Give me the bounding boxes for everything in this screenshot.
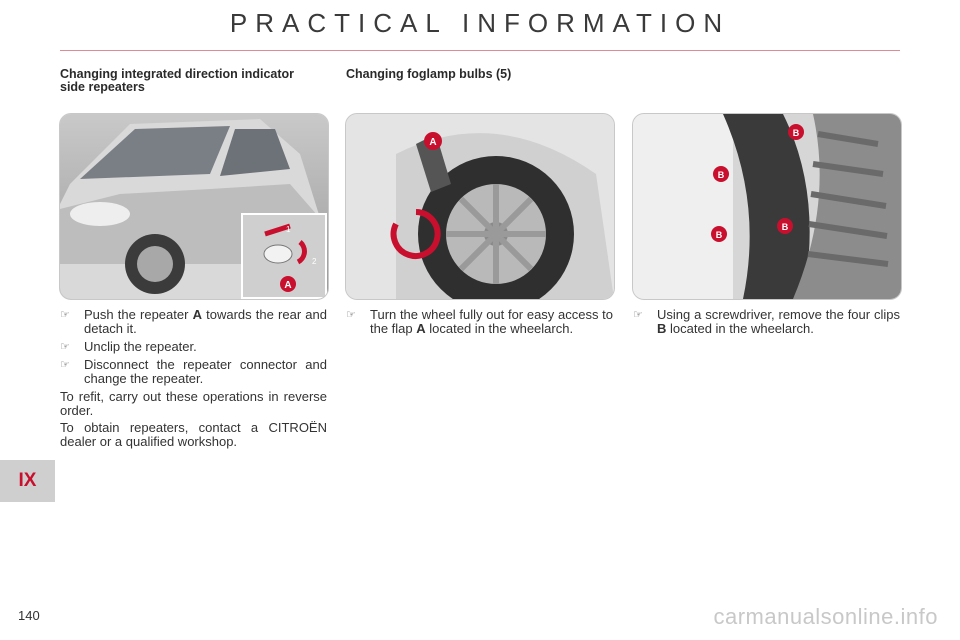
instruction-bullet: ☞ Disconnect the repeater connector and change the repeater. (60, 357, 327, 386)
wheel-flap-photo (345, 113, 615, 300)
callout-a: A (284, 280, 292, 291)
instruction-bullet: ☞ Using a screwdriver, remove the four clips B located in the wheelarch. (633, 307, 900, 336)
refit-note: To refit, carry out these operations in reverse order. (60, 389, 327, 418)
column-side-repeaters (60, 308, 327, 452)
column-foglamp-wheel (346, 308, 613, 340)
car-repeater-photo (59, 113, 329, 300)
instruction-bullet: ☞ Turn the wheel fully out for easy access to the flap A located in the wheelarch. (346, 307, 613, 336)
instruction-bullet: ☞ Unclip the repeater. (60, 339, 197, 354)
pointing-hand-icon: ☞ (60, 341, 70, 353)
page-number: 140 (18, 608, 40, 623)
callout-1: 1 (286, 225, 291, 234)
column-foglamp-clips (633, 308, 900, 340)
dealer-note: To obtain repeaters, contact a CITROËN dealer or a qualified workshop. (60, 420, 327, 449)
callout-b: B (717, 170, 725, 180)
chapter-number: IX (18, 470, 37, 491)
section-heading-foglamp: Changing foglamp bulbs (5) (346, 67, 512, 81)
pointing-hand-icon: ☞ (346, 309, 356, 321)
page-title: PRACTICAL INFORMATION (229, 8, 731, 38)
watermark: carmanualsonline.info (713, 604, 938, 629)
wheelarch-clips-photo (632, 113, 902, 300)
title-divider (60, 50, 900, 51)
callout-b: B (792, 128, 800, 138)
callout-a: A (429, 137, 437, 148)
callout-b: B (715, 230, 723, 240)
pointing-hand-icon: ☞ (60, 309, 70, 321)
callout-2: 2 (312, 257, 317, 266)
chapter-tab (0, 460, 55, 502)
pointing-hand-icon: ☞ (60, 359, 70, 371)
pointing-hand-icon: ☞ (633, 309, 643, 321)
instruction-bullet: ☞ Push the repeater A towards the rear and detach it. (60, 307, 327, 336)
callout-b: B (781, 222, 789, 232)
section-heading-side-repeaters: Changing integrated direction indicator side repeaters (60, 67, 295, 94)
